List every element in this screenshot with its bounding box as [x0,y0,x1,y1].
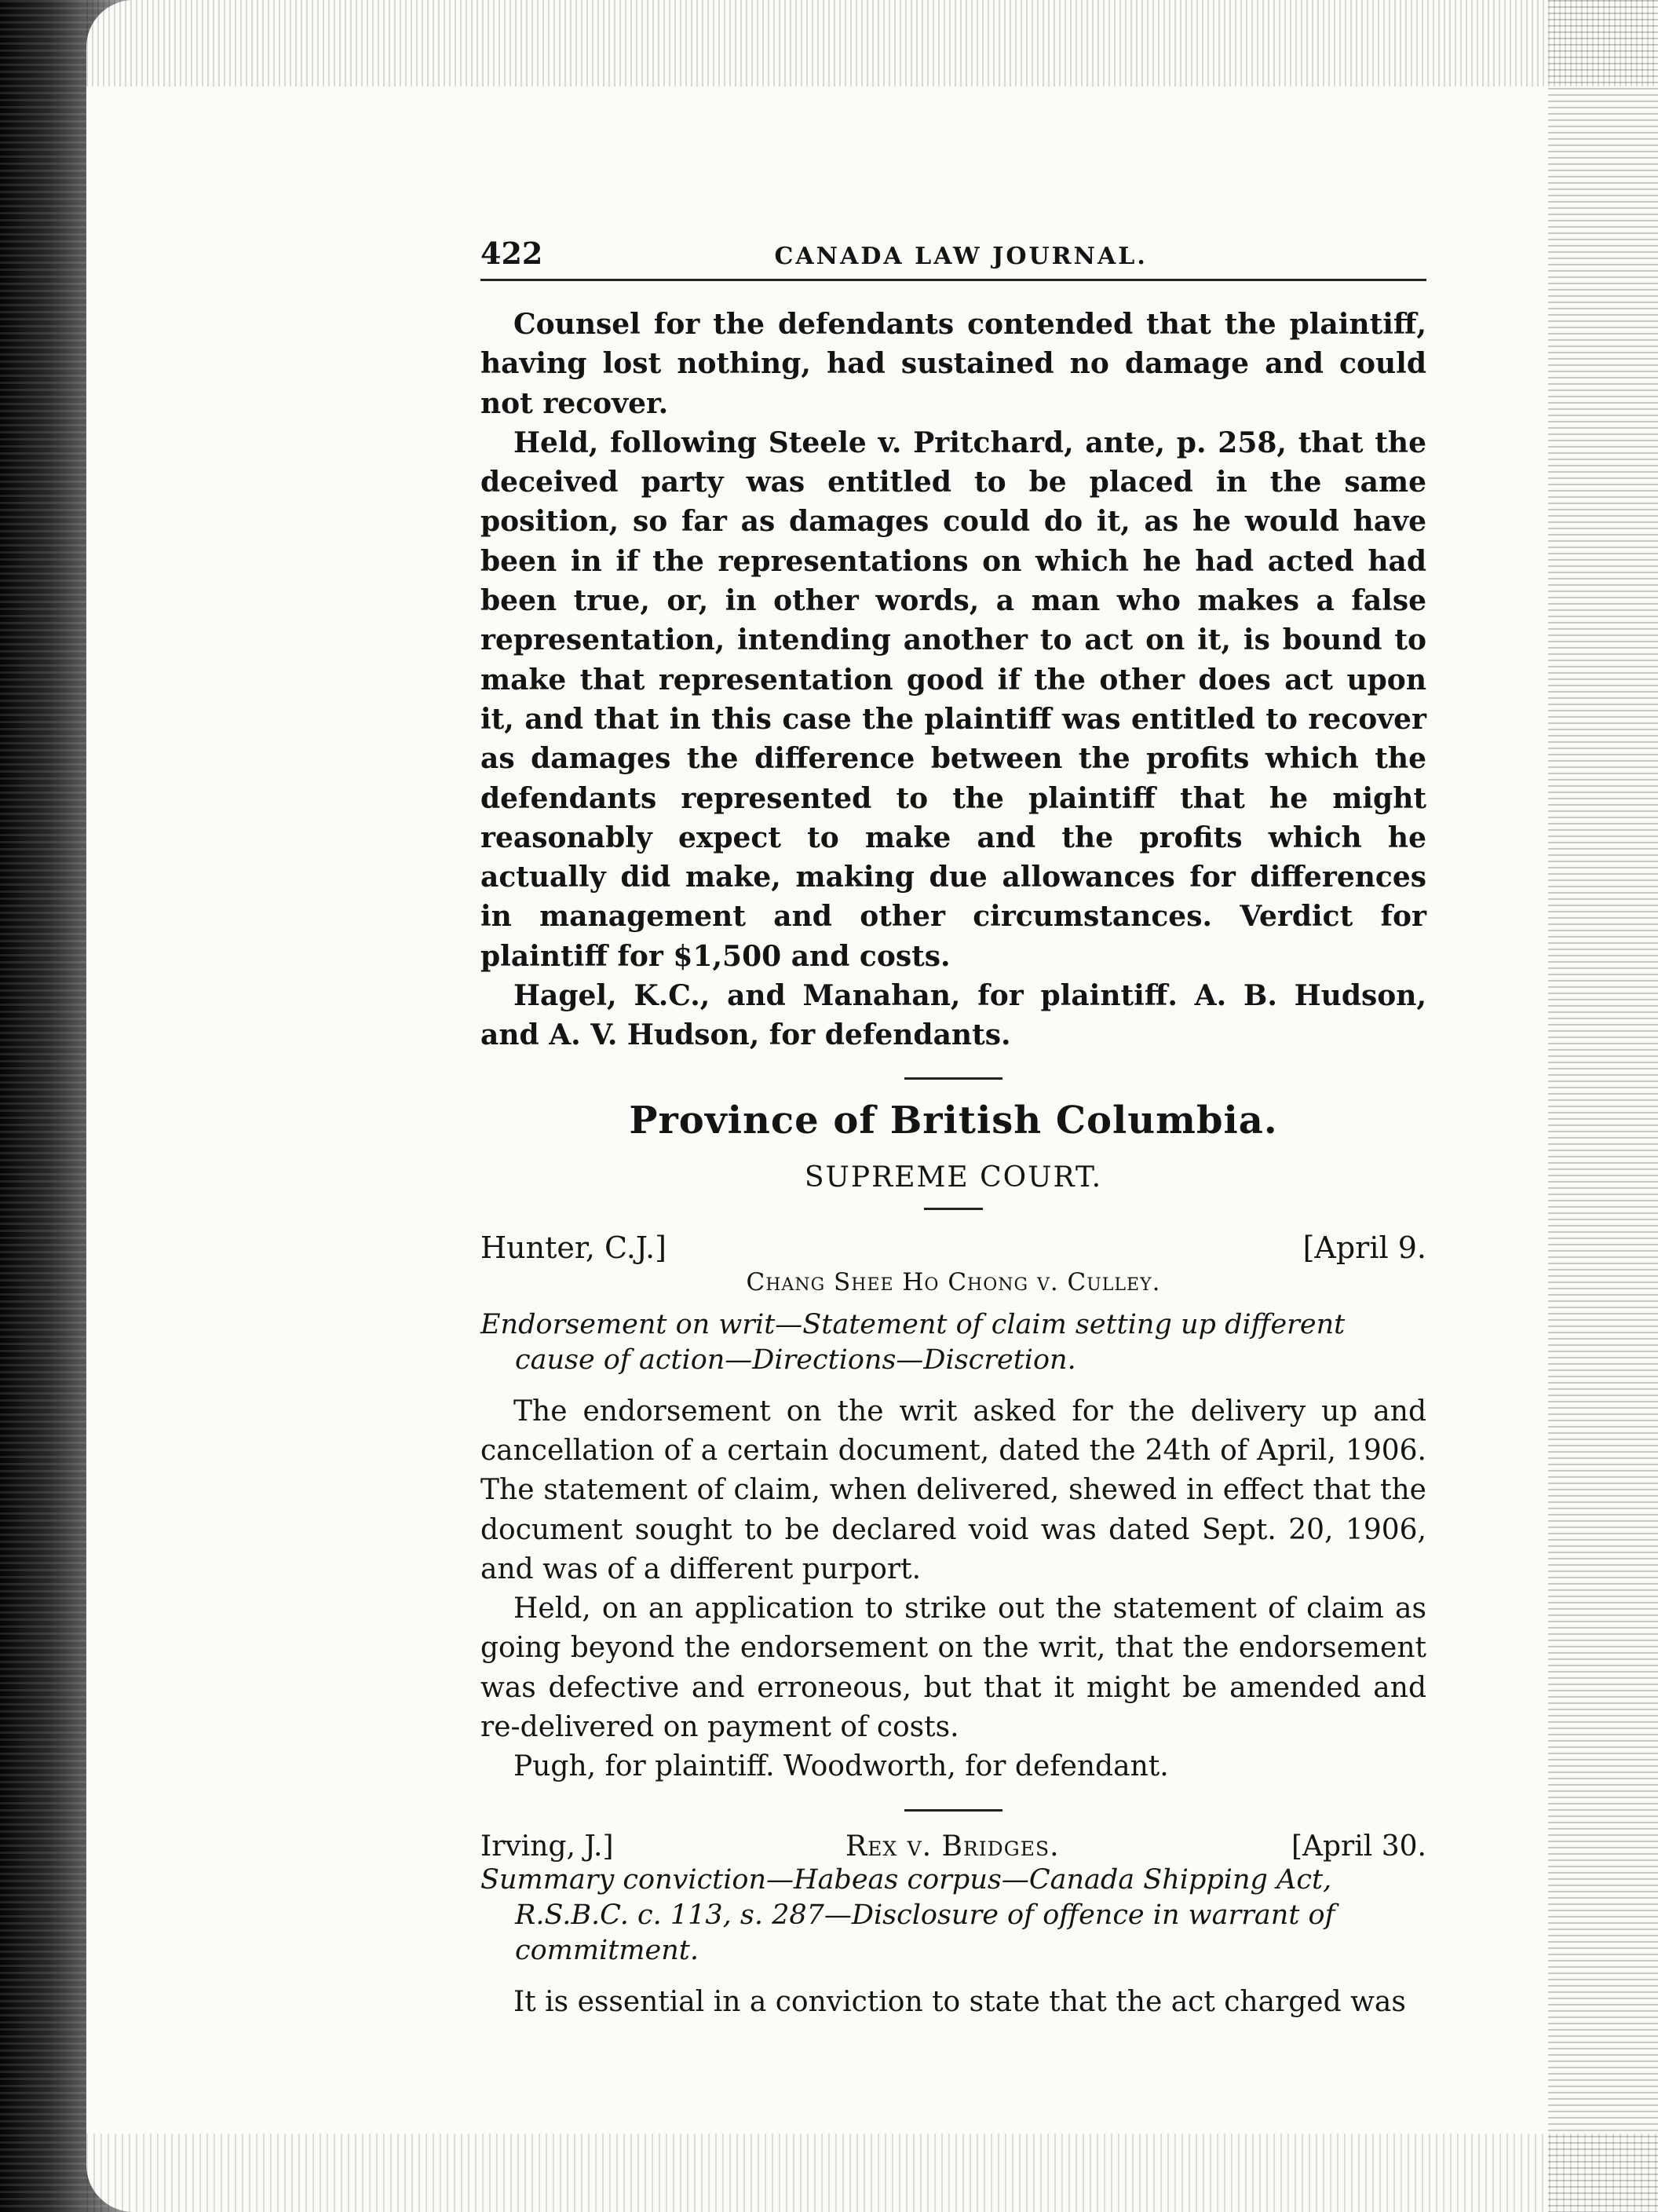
case2-title: Rex v. Bridges. [845,1830,1060,1863]
scan-noise-right [1548,0,1658,2212]
province-heading: Province of British Columbia. [629,1098,1278,1143]
case1-date: [April 9. [1302,1230,1426,1265]
scan-noise-bottom [86,2133,1658,2212]
page-number: 422 [480,236,543,271]
case1-paragraph-counsel: Pugh, for plaintiff. Woodworth, for defendant. [513,1750,1169,1783]
court-divider [924,1208,983,1210]
case1-headnote: Endorsement on writ—Statement of claim setting up different cause of action—Directions—Discretion. [480,1308,1346,1376]
case2-header [480,1830,1426,1863]
case2-date: [April 30. [1291,1830,1426,1863]
paragraph-held: Held, following Steele v. Pritchard, ante, p. 258, that the deceived party was entitled to be placed in the same position, so far as damages could do it, as he would have been in if the representations on which he had acted had been true, or, in other words, a man who makes a false representation, intending another to act on it, is bound to make that representation good if the other does act upon it, and that in this case the plaintiff was entitled to recover as damages the difference between the profits which the defendants represented to the plaintiff that he might reasonably expect to make and the profits which he actually did make, making due allowances for differences in management and other circumstances. Verdict for plaintiff for $1,500 and costs. [480,426,1426,973]
case1-paragraph-held: Held, on an application to strike out the statement of claim as going beyond the endorsement on the writ, that the endorsement was defective and erroneous, but that it might be amended and re-delivered on payment of costs. [480,1592,1426,1744]
case2-headnote: Summary conviction—Habeas corpus—Canada Shipping Act, R.S.B.C. c. 113, s. 287—Disclosure of offence in warrant of commitment. [480,1863,1335,1966]
case1-title: Chang Shee Ho Chong v. Culley. [746,1267,1161,1296]
case2-judge: Irving, J.] [480,1830,614,1863]
court-heading: SUPREME COURT. [804,1161,1103,1194]
case2-paragraph: It is essential in a conviction to state that the act charged was [513,1985,1406,2018]
page-text-column [480,236,1426,2022]
journal-title: CANADA LAW JOURNAL. [774,243,1148,270]
running-header [480,236,1426,281]
section-divider [904,1077,1002,1080]
case1-paragraph-facts: The endorsement on the writ asked for the delivery up and cancellation of a certain document, dated the 24th of April, 1906. The statement of claim, when delivered, shewed in effect that the document sought to be declared void was dated Sept. 20, 1906, and was of a different purport. [480,1395,1426,1585]
case1-judge: Hunter, C.J.] [480,1230,666,1265]
paragraph-counsel: Counsel for the defendants contended that the plaintiff, having lost nothing, had sustained no damage and could not recover. [480,308,1426,420]
scan-noise-top [86,0,1658,86]
case-divider [904,1809,1002,1812]
case1-header [480,1230,1426,1265]
paragraph-counsel-names: Hagel, K.C., and Manahan, for plaintiff. A. B. Hudson, and A. V. Hudson, for defendants. [480,979,1426,1052]
